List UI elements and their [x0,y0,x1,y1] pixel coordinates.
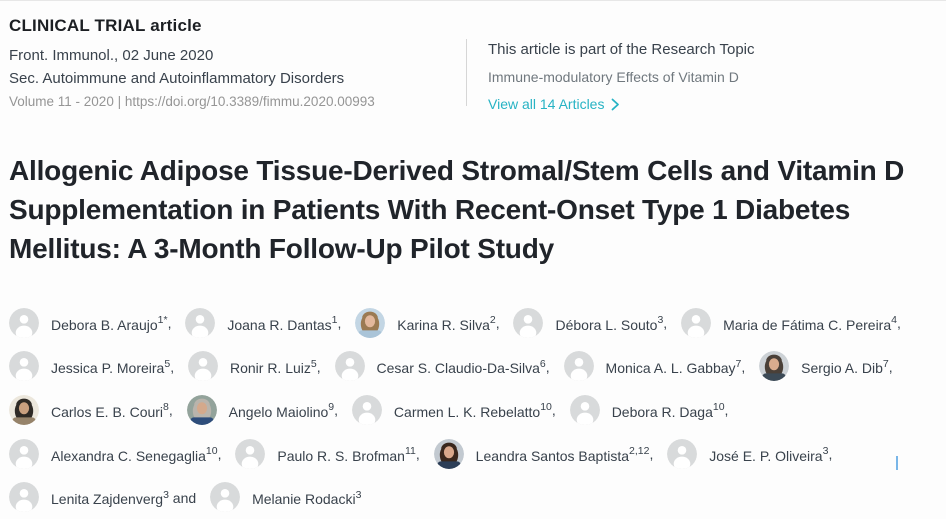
author-separator: , [217,445,222,462]
view-all-articles-link[interactable] [488,96,620,112]
journal-section-line: Sec. Autoimmune and Autoinflammatory Disorders [9,70,345,87]
author-entry[interactable] [513,301,667,345]
author-entry[interactable] [681,301,901,345]
author-separator: , [415,445,420,462]
author-affiliation-sup: 2 [489,314,496,326]
author-affiliation-sup: 10 [540,401,552,414]
author-separator: , [888,358,893,375]
author-affiliation-sup: 4 [891,314,897,326]
author-avatar [9,351,39,381]
author-avatar [9,482,39,512]
author-avatar [352,395,382,425]
author-entry[interactable] [564,345,746,389]
article-title: Allogenic Adipose Tissue-Derived Stromal/Stem Cells and Vitamin D Supplementation in Patients With Recent-Onset Type 1 Diabetes Mellitus: A 3-Month Follow-Up Pilot Study [9,155,905,264]
author-photo-avatar [9,395,39,425]
article-type-label: CLINICAL TRIAL article [9,16,202,35]
author-separator: , [170,358,175,375]
chevron-right-icon [611,98,620,111]
author-separator: , [741,358,746,375]
author-separator: , [337,314,342,331]
author-separator: , [828,445,833,462]
author-name: Melanie Rodacki$^3$ [252,488,362,508]
author-name: Joana R. Dantas$^1$ [227,314,338,333]
journal-citation-line: Front. Immunol., 02 June 2020 [9,47,214,64]
author-entry[interactable] [355,301,499,345]
author-entry[interactable] [352,388,556,432]
author-separator: , [545,358,550,375]
author-photo-avatar [759,351,789,381]
author-name: Alexandra C. Senegaglia$^{10}$ [51,444,218,464]
author-list [9,301,936,519]
author-separator: , [663,314,668,331]
author-affiliation-sup: 9 [328,401,335,414]
author-affiliation-sup: 10 [205,444,218,457]
author-affiliation-sup: 3 [355,488,362,501]
author-separator: , [168,402,173,419]
author-separator: , [896,314,901,331]
author-entry[interactable] [9,301,171,345]
author-photo-avatar [355,308,385,338]
author-name: Ronir R. Luiz$^5$ [229,357,317,377]
article-meta-left [9,16,466,110]
author-separator: , [316,358,321,375]
author-separator: , [724,402,729,419]
author-name: Monica A. L. Gabbay$^7$ [605,357,742,377]
author-avatar [235,439,265,469]
author-affiliation-sup: 3 [163,488,169,501]
author-affiliation-sup: 6 [539,357,546,370]
article-header-page [0,1,946,508]
author-avatar [513,308,543,338]
author-avatar [681,308,711,338]
author-separator: , [495,314,500,331]
author-name: Jessica P. Moreira$^5$ [51,357,171,377]
article-meta-header [9,16,936,114]
author-avatar [188,351,218,381]
author-affiliation-sup: 11 [404,444,416,457]
author-entry[interactable] [570,388,729,432]
author-entry[interactable] [667,432,832,476]
author-affiliation-sup: 5 [164,357,171,370]
volume-doi-line: Volume 11 - 2020 | https://doi.org/10.3389/fimmu.2020.00993 [9,94,375,109]
author-separator: and [168,489,197,506]
author-avatar [9,439,39,469]
author-entry[interactable] [9,476,196,519]
author-photo-avatar [187,395,217,425]
research-topic-title[interactable]: Immune-modulatory Effects of Vitamin D [488,69,739,85]
author-avatar [210,482,240,512]
author-affiliation-sup: 3 [657,314,664,326]
author-separator: , [167,314,172,331]
author-name: Sergio A. Dib$^7$ [801,357,889,377]
author-entry[interactable] [188,345,321,389]
author-affiliation-sup: 3 [822,444,829,457]
author-avatar [564,351,594,381]
author-affiliation-sup: 1* [157,314,168,326]
author-entry[interactable] [9,432,221,476]
author-name: Lenita Zajdenverg$^3$ [51,488,169,508]
author-avatar [570,395,600,425]
author-entry[interactable] [9,345,174,389]
author-name: Debora R. Daga$^{10}$ [611,401,725,420]
author-entry[interactable] [185,301,341,345]
author-entry[interactable] [9,388,173,432]
author-name: Carlos E. B. Couri$^8$ [51,401,169,420]
author-affiliation-sup: 5 [310,357,317,370]
author-affiliation-sup: 2,12 [629,444,650,457]
author-avatar [335,351,365,381]
author-name: Paulo R. S. Brofman$^{11}$ [277,444,416,464]
text-cursor [896,456,898,470]
author-separator: , [551,402,556,419]
author-affiliation-sup: 1 [331,314,338,326]
author-entry[interactable] [187,388,338,432]
author-separator: , [649,445,654,462]
author-affiliation-sup: 8 [163,401,169,414]
research-topic-box [467,16,936,114]
research-topic-intro: This article is part of the Research Topic [488,41,755,58]
author-photo-avatar [434,439,464,469]
author-avatar [667,439,697,469]
author-avatar [9,308,39,338]
author-name: Cesar S. Claudio-Da-Silva$^6$ [376,357,546,377]
author-entry[interactable] [210,476,361,519]
author-entry[interactable] [759,345,892,389]
author-entry[interactable] [335,345,550,389]
author-name: Carmen L. K. Rebelatto$^{10}$ [393,401,552,420]
view-all-articles-label: View all 14 Articles [488,96,605,112]
author-avatar [185,308,215,338]
author-name: Debora B. Araujo$^{1*}$ [51,314,168,333]
author-affiliation-sup: 7 [735,357,742,370]
author-name: José E. P. Oliveira$^3$ [709,444,829,464]
author-name: Débora L. Souto$^3$ [555,314,664,333]
author-affiliation-sup: 10 [712,401,725,414]
author-affiliation-sup: 7 [882,357,889,370]
author-name: Angelo Maiolino$^9$ [228,401,335,420]
author-name: Karina R. Silva$^2$ [397,314,496,333]
author-entry[interactable] [434,432,654,476]
author-name: Leandra Santos Baptista$^{2,12}$ [475,444,650,464]
author-separator: , [334,402,339,419]
author-name: Maria de Fátima C. Pereira$^4$ [723,314,897,333]
author-entry[interactable] [235,432,419,476]
